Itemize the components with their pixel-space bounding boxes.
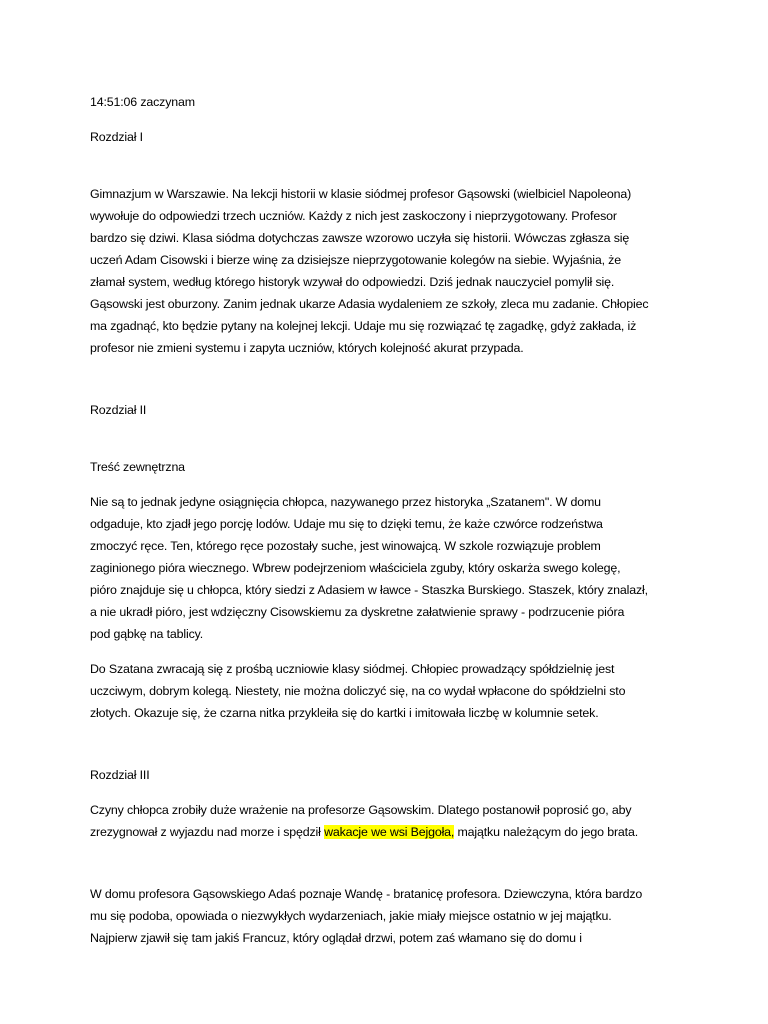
chapter-1-paragraph: [90, 183, 682, 359]
text-line: W domu profesora Gąsowskiego Adaś poznaje Wandę - bratanicę profesora. Dziewczyna, która bardzo: [90, 887, 643, 901]
spacer: [90, 843, 682, 883]
spacer: [90, 786, 682, 799]
spacer: [90, 113, 682, 126]
text-line: Nie są to jednak jedyne osiągnięcia chłopca, nazywanego przez historyka „Szatanem". W domu: [90, 495, 601, 509]
text-line: uczciwym, dobrym kolegą. Niestety, nie można doliczyć się, na co wydał wpłacone do spółdzielni sto: [90, 684, 626, 698]
chapter-2-subheading: Treść zewnętrzna: [90, 460, 185, 474]
chapter-2-paragraph-1: [90, 491, 682, 645]
text-line: mu się podoba, opowiada o niezwykłych wydarzeniach, jakie miały miejsce ostatnio w jej majątku.: [90, 909, 612, 923]
text-line: złamał system, według którego historyk wzywał do odpowiedzi. Dziś jednak nauczyciel pomylił się.: [90, 275, 615, 289]
text-line: Najpierw zjawił się tam jakiś Francuz, który oglądał drzwi, potem zaś włamano się do domu i: [90, 931, 582, 945]
text-line: Do Szatana zwracają się z prośbą uczniowie klasy siódmej. Chłopiec prowadzący spółdzielnię jest: [90, 662, 615, 676]
spacer: [90, 148, 682, 183]
spacer: [90, 359, 682, 399]
text-line: bardzo się dziwi. Klasa siódma dotychczas zawsze wzorowo uczyła się historii. Wówczas zgłasza się: [90, 231, 630, 245]
text-segment: zrezygnował z wyjazdu nad morze i spędził: [90, 825, 325, 839]
chapter-1-heading: Rozdział I: [90, 130, 143, 144]
text-line: pod gąbkę na tablicy.: [90, 627, 204, 641]
text-line: złotych. Okazuje się, że czarna nitka przykleiła się do kartki i imitowała liczbę w kolumnie setek.: [90, 706, 599, 720]
text-line: Gimnazjum w Warszawie. Na lekcji historii w klasie siódmej profesor Gąsowski (wielbiciel Napoleona): [90, 187, 632, 201]
spacer: [90, 645, 682, 658]
chapter-3-paragraph-1: [90, 799, 682, 843]
text-line: Czyny chłopca zrobiły duże wrażenie na profesorze Gąsowskim. Dlatego postanowił poprosić go, aby: [90, 803, 632, 817]
text-line: uczeń Adam Cisowski i bierze winę za dzisiejsze nieprzygotowanie kolegów na siebie. Wyjaśnia, że: [90, 253, 621, 267]
highlighted-text: wakacje we wsi Bejgoła,: [324, 825, 455, 839]
time-note: 14:51:06 zaczynam: [90, 95, 195, 109]
text-segment: majątku należącym do jego brata.: [454, 825, 638, 839]
text-line: pióro znajduje się u chłopca, który siedzi z Adasiem w ławce - Staszka Burskiego. Staszek, który znalazł,: [90, 583, 648, 597]
spacer: [90, 724, 682, 764]
text-line: ma zgadnąć, kto będzie pytany na kolejnej lekcji. Udaje mu się rozwiązać tę zagadkę, gdyż zakłada, iż: [90, 319, 637, 333]
chapter-3-heading: Rozdział III: [90, 768, 150, 782]
text-line-with-highlight: [90, 821, 682, 843]
text-line: zaginionego pióra wiecznego. Wbrew podejrzeniom właściciela zguby, który oskarża swego kolegę,: [90, 561, 621, 575]
text-line: Gąsowski jest oburzony. Zanim jednak ukarze Adasia wydaleniem ze szkoły, zleca mu zadanie. Chłopiec: [90, 297, 649, 311]
text-line: odgaduje, kto zjadł jego porcję lodów. Udaje mu się to dzięki temu, że każe czwórce rodzeństwa: [90, 517, 603, 531]
spacer: [90, 478, 682, 491]
chapter-2-heading: Rozdział II: [90, 403, 147, 417]
text-line: wywołuje do odpowiedzi trzech uczniów. Każdy z nich jest zaskoczony i nieprzygotowany. Profesor: [90, 209, 617, 223]
document-page: [90, 91, 682, 949]
text-line: zmoczyć ręce. Ten, którego ręce pozostały suche, jest winowajcą. W szkole rozwiązuje problem: [90, 539, 601, 553]
chapter-2-paragraph-2: [90, 658, 682, 724]
text-line: a nie ukradł pióro, jest wdzięczny Cisowskiemu za dyskretne załatwienie sprawy - podrzucenie pióra: [90, 605, 625, 619]
text-line: profesor nie zmieni systemu i zapyta uczniów, których kolejność akurat przypada.: [90, 341, 524, 355]
chapter-3-paragraph-2: [90, 883, 682, 949]
spacer: [90, 421, 682, 456]
